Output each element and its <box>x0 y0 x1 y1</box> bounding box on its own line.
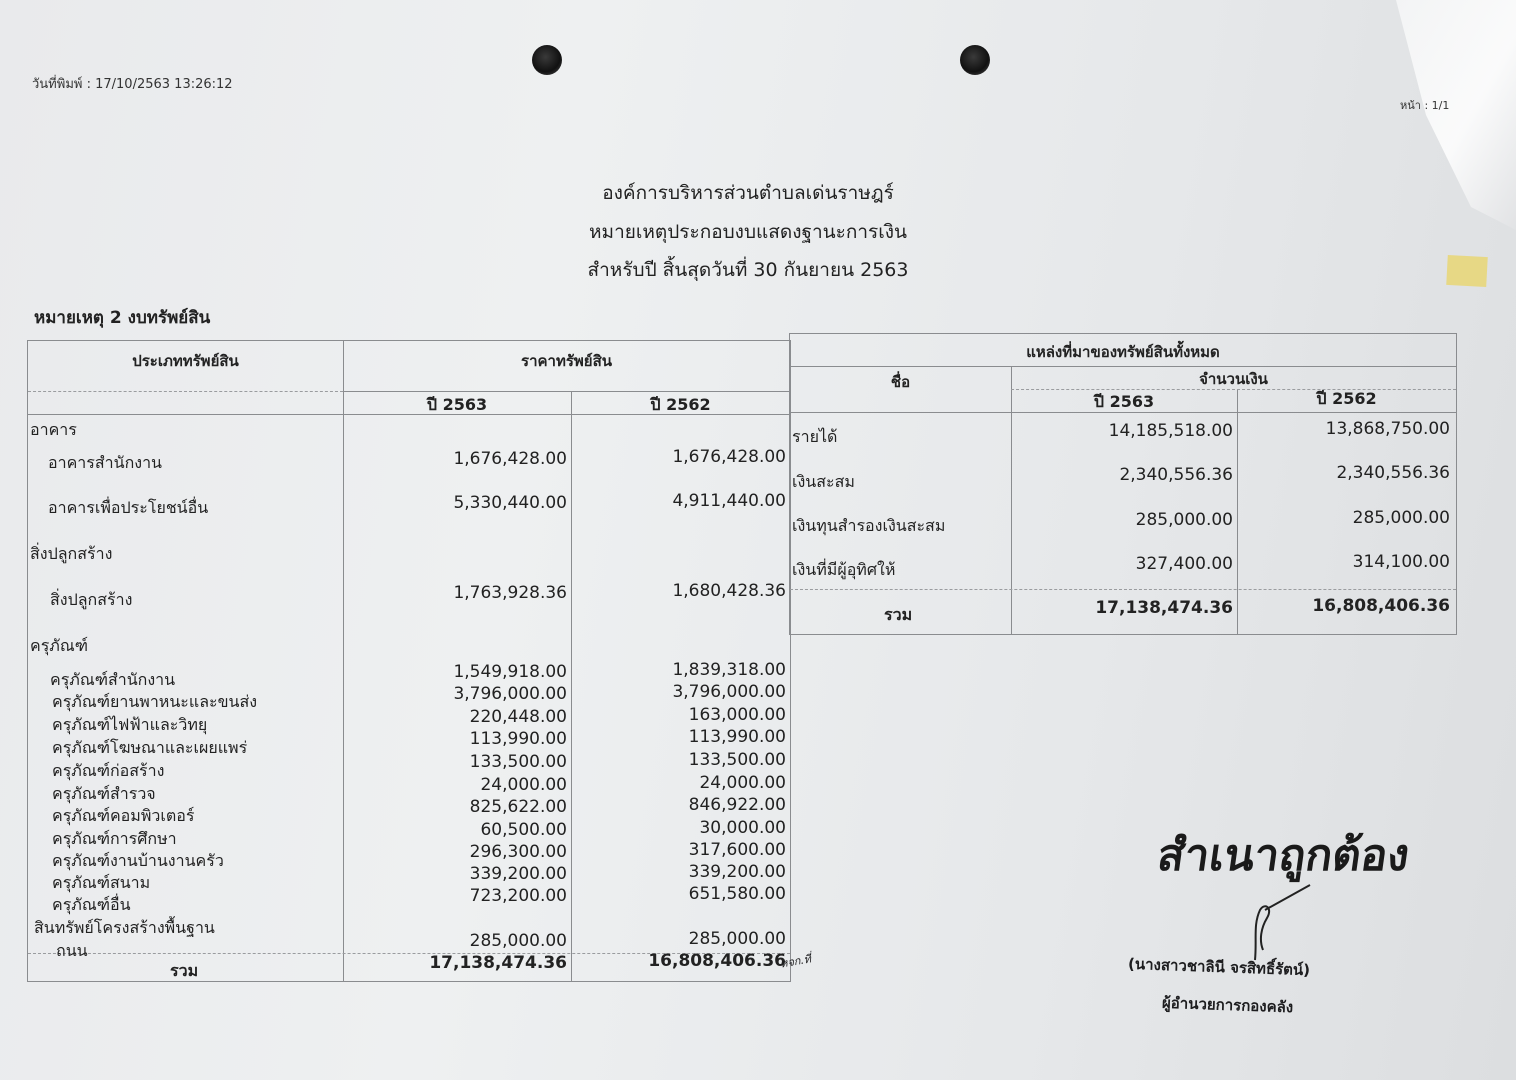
assets-total-2563: 17,138,474.36 <box>429 953 567 973</box>
org-title: องค์การบริหารส่วนตำบลเด่นราษฎร์ <box>602 182 894 204</box>
asset-row-name: ครุภัณฑ์ก่อสร้าง <box>52 761 165 780</box>
asset-row-y2: 1,839,318.00 <box>672 660 786 680</box>
asset-row-name: ครุภัณฑ์อื่น <box>52 895 131 914</box>
source-row-name: รายได้ <box>792 427 838 446</box>
source-row-name: เงินที่มีผู้อุทิศให้ <box>792 560 896 579</box>
asset-row-y2: 1,676,428.00 <box>672 447 786 467</box>
source-row-y2: 314,100.00 <box>1352 552 1450 572</box>
asset-row-y2: 339,200.00 <box>688 862 786 882</box>
asset-row-y2: 24,000.00 <box>699 773 786 793</box>
period-title: สำหรับปี สิ้นสุดวันที่ 30 กันยายน 2563 <box>587 259 909 281</box>
signatory-name: (นางสาวชาลินี จรสิทธิ์รัตน์) <box>1127 954 1311 980</box>
source-row-y1: 285,000.00 <box>1135 510 1233 530</box>
asset-row-name: ครุภัณฑ์งานบ้านงานครัว <box>52 851 224 870</box>
asset-row-y1: 285,000.00 <box>469 931 567 951</box>
group-building: อาคาร <box>30 420 77 439</box>
col-asset-type: ประเภททรัพย์สิน <box>132 352 239 370</box>
asset-row-y1: 5,330,440.00 <box>453 493 567 513</box>
asset-row-y1: 1,549,918.00 <box>453 662 567 682</box>
asset-row-name: สิ่งปลูกสร้าง <box>50 590 133 609</box>
source-row-y1: 2,340,556.36 <box>1119 465 1233 485</box>
asset-row-name: ครุภัณฑ์โฆษณาและเผยแพร่ <box>52 738 248 757</box>
asset-row-y1: 60,500.00 <box>480 820 567 840</box>
asset-row-y2: 163,000.00 <box>688 705 786 725</box>
doc-title: หมายเหตุประกอบงบแสดงฐานะการเงิน <box>589 221 907 243</box>
initial-mark: หจก.ที่ <box>779 952 813 971</box>
asset-row-name: ครุภัณฑ์สำรวจ <box>52 784 156 803</box>
col-year-2563: ปี 2563 <box>426 395 488 414</box>
col-source-name: ชื่อ <box>890 373 911 391</box>
asset-row-y2: 113,990.00 <box>688 727 786 747</box>
asset-row-y2: 285,000.00 <box>688 929 786 949</box>
col-source-2562: ปี 2562 <box>1316 389 1377 408</box>
print-date: วันที่พิมพ์ : 17/10/2563 13:26:12 <box>32 77 233 92</box>
group-equipment: ครุภัณฑ์ <box>30 636 88 655</box>
punch-hole <box>960 45 990 75</box>
asset-row-y1: 113,990.00 <box>469 729 567 749</box>
asset-row-name: ครุภัณฑ์สนาม <box>52 873 151 892</box>
certified-copy-stamp: สำเนาถูกต้อง <box>1154 830 1413 881</box>
asset-row-name: อาคารสำนักงาน <box>48 453 162 472</box>
source-row-y1: 14,185,518.00 <box>1108 421 1233 441</box>
source-row-y2: 13,868,750.00 <box>1325 419 1450 439</box>
source-row-name: เงินทุนสำรองเงินสะสม <box>792 516 946 535</box>
assets-total-label: รวม <box>170 961 199 980</box>
asset-row-y2: 30,000.00 <box>699 818 786 838</box>
asset-row-name: ครุภัณฑ์การศึกษา <box>52 829 177 848</box>
asset-row-y2: 651,580.00 <box>688 884 786 904</box>
asset-row-y2: 4,911,440.00 <box>672 491 786 511</box>
assets-total-2562: 16,808,406.36 <box>648 951 786 971</box>
asset-row-name: ครุภัณฑ์สำนักงาน <box>50 670 176 689</box>
asset-row-y1: 339,200.00 <box>469 864 567 884</box>
asset-row-y2: 3,796,000.00 <box>672 682 786 702</box>
asset-row-y2: 846,922.00 <box>688 795 786 815</box>
asset-row-y1: 3,796,000.00 <box>453 684 567 704</box>
asset-row-y1: 24,000.00 <box>480 775 567 795</box>
asset-row-y1: 825,622.00 <box>469 797 567 817</box>
asset-row-y2: 317,600.00 <box>688 840 786 860</box>
sources-total-2562: 16,808,406.36 <box>1312 596 1450 616</box>
sources-total-label: รวม <box>884 605 913 624</box>
asset-row-y1: 296,300.00 <box>469 842 567 862</box>
sources-total-2563: 17,138,474.36 <box>1095 598 1233 618</box>
col-source-2563: ปี 2563 <box>1093 392 1155 411</box>
col-year-2562: ปี 2562 <box>650 395 711 414</box>
source-row-name: เงินสะสม <box>792 472 855 491</box>
punch-hole <box>532 45 562 75</box>
signatory-position: ผู้อำนวยการกองคลัง <box>1161 993 1294 1017</box>
asset-row-y1: 133,500.00 <box>469 752 567 772</box>
sources-title: แหล่งที่มาของทรัพย์สินทั้งหมด <box>1026 343 1220 361</box>
source-row-y2: 285,000.00 <box>1352 508 1450 528</box>
group-structure: สิ่งปลูกสร้าง <box>30 544 113 563</box>
section-title: หมายเหตุ 2 งบทรัพย์สิน <box>34 308 211 328</box>
page-number: หน้า : 1/1 <box>1400 99 1450 112</box>
asset-row-name: อาคารเพื่อประโยชน์อื่น <box>48 498 209 517</box>
asset-row-name: ครุภัณฑ์ยานพาหนะและขนส่ง <box>52 692 258 711</box>
group-infrastructure: สินทรัพย์โครงสร้างพื้นฐาน <box>34 918 215 937</box>
asset-row-name: ถนน <box>56 941 88 960</box>
col-asset-price: ราคาทรัพย์สิน <box>521 352 612 370</box>
source-row-y1: 327,400.00 <box>1135 554 1233 574</box>
asset-row-name: ครุภัณฑ์ไฟฟ้าและวิทยุ <box>52 715 208 734</box>
asset-row-name: ครุภัณฑ์คอมพิวเตอร์ <box>52 806 195 825</box>
asset-row-y2: 133,500.00 <box>688 750 786 770</box>
source-row-y2: 2,340,556.36 <box>1336 463 1450 483</box>
asset-row-y2: 1,680,428.36 <box>672 581 786 601</box>
asset-row-y1: 220,448.00 <box>469 707 567 727</box>
asset-row-y1: 723,200.00 <box>469 886 567 906</box>
col-amount: จำนวนเงิน <box>1199 370 1268 388</box>
asset-row-y1: 1,763,928.36 <box>453 583 567 603</box>
asset-row-y1: 1,676,428.00 <box>453 449 567 469</box>
